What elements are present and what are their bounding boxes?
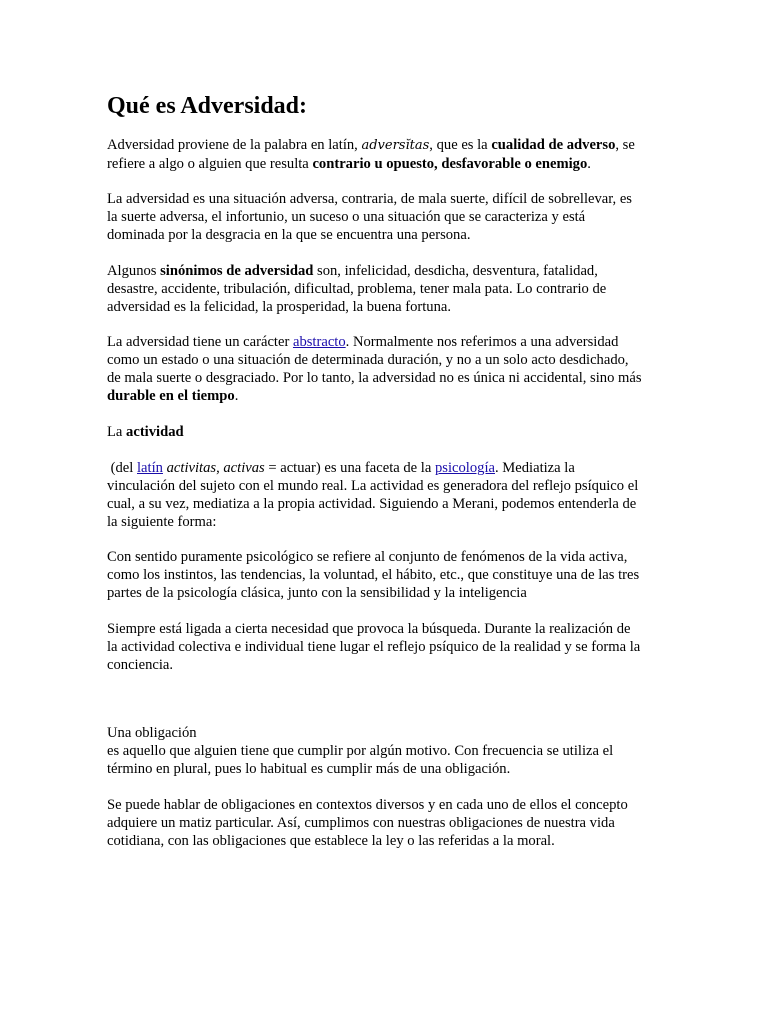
- bold-phrase: actividad: [126, 424, 184, 440]
- text-line: adversidad es la felicidad, la prosperidad, la buena fortuna.: [107, 299, 452, 315]
- text-line: [107, 423, 667, 441]
- page-title: Qué es Adversidad:: [107, 93, 308, 119]
- text-line: de mala suerte o desgraciado. Por lo tanto, la adversidad no es única ni accidental, sino más: [107, 370, 642, 386]
- bold-phrase: durable en el tiempo: [107, 388, 235, 404]
- text-line: término en plural, pues lo habitual es cumplir más de una obligación.: [107, 761, 511, 777]
- text-line: [107, 155, 667, 173]
- text-line: [107, 459, 667, 477]
- text-line: la suerte adversa, el infortunio, un suceso o una situación que se caracteriza y está: [107, 209, 586, 225]
- text-run: son, infelicidad, desdicha, desventura, fatalidad,: [313, 263, 598, 279]
- italic-word: activitas: [166, 460, 217, 476]
- text-run: = actuar) es una faceta de la: [264, 460, 435, 476]
- text-run: . Mediatiza la: [494, 460, 575, 476]
- text-line: cual, a su vez, mediatiza a la propia actividad. Siguiendo a Merani, podemos entenderla de: [107, 496, 637, 512]
- text-line: [107, 333, 667, 351]
- paragraph-definition: [107, 136, 667, 173]
- text-line: conciencia.: [107, 657, 174, 673]
- text-line: dominada por la desgracia en la que se encuentra una persona.: [107, 227, 471, 243]
- text-run: .: [234, 388, 239, 404]
- paragraph-contextos: [107, 796, 667, 850]
- text-line: [107, 262, 667, 280]
- paragraph-abstract: [107, 333, 667, 405]
- text-run: La: [107, 424, 127, 440]
- text-run: ,: [216, 460, 224, 476]
- paragraph-description: [107, 190, 667, 244]
- paragraph-actividad-heading: [107, 423, 667, 441]
- text-run: .: [587, 156, 591, 172]
- paragraph-actividad: [107, 459, 667, 531]
- paragraph-psicologico: [107, 548, 667, 602]
- text-line: vinculación del sujeto con el mundo real. La actividad es generadora del reflejo psíquico el: [107, 478, 639, 494]
- text-run: , que es la: [429, 137, 492, 153]
- text-line: es aquello que alguien tiene que cumplir por algún motivo. Con frecuencia se utiliza el: [107, 743, 614, 759]
- text-line: la siguiente forma:: [107, 514, 217, 530]
- text-line: [107, 387, 667, 405]
- text-run: . Normalmente nos referimos a una adversidad: [345, 334, 619, 350]
- text-line: La adversidad es una situación adversa, contraria, de mala suerte, difícil de sobrellevar, es: [107, 191, 632, 207]
- text-line: Con sentido puramente psicológico se refiere al conjunto de fenómenos de la vida activa,: [107, 549, 628, 565]
- text-line: Siempre está ligada a cierta necesidad que provoca la búsqueda. Durante la realización de: [107, 621, 631, 637]
- link-abstracto[interactable]: abstracto: [292, 334, 346, 350]
- text-run: Adversidad proviene de la palabra en latín,: [107, 137, 362, 153]
- paragraph-synonyms: [107, 262, 667, 316]
- text-line: cotidiana, con las obligaciones que establece la ley o las referidas a la moral.: [107, 833, 555, 849]
- text-line: como un estado o una situación de determinada duración, y no a un solo acto desdichado,: [107, 352, 629, 368]
- text-line: la actividad colectiva e individual tiene lugar el reflejo psíquico de la realidad y se forma la: [107, 639, 641, 655]
- text-run: , se: [615, 137, 635, 153]
- text-line: como los instintos, las tendencias, la voluntad, el hábito, etc., que constituye una de las tres: [107, 567, 640, 583]
- link-psicologia[interactable]: psicología: [434, 460, 495, 476]
- text-run: refiere a algo o alguien que resulta: [107, 156, 313, 172]
- latin-word: adversĭtas: [361, 138, 430, 153]
- text-line: [107, 136, 667, 155]
- text-run: La adversidad tiene un carácter: [107, 334, 293, 350]
- text-line: Se puede hablar de obligaciones en contextos diversos y en cada uno de ellos el concepto: [107, 797, 628, 813]
- bold-phrase: contrario u opuesto, desfavorable o enemigo: [312, 156, 588, 172]
- text-line: adquiere un matiz particular. Así, cumplimos con nuestras obligaciones de nuestra vida: [107, 815, 615, 831]
- paragraph-obligacion: [107, 724, 667, 778]
- italic-word: activas: [223, 460, 265, 476]
- text-line: Una obligación: [107, 725, 197, 741]
- bold-phrase: sinónimos de adversidad: [160, 263, 314, 279]
- text-line: partes de la psicología clásica, junto con la sensibilidad y la inteligencia: [107, 585, 527, 601]
- text-run: Algunos: [107, 263, 161, 279]
- text-line: desastre, accidente, tribulación, dificultad, problema, tener mala pata. Lo contrario de: [107, 281, 607, 297]
- text-run: (del: [107, 460, 137, 476]
- bold-phrase: cualidad de adverso: [491, 137, 616, 153]
- link-latin[interactable]: latín: [137, 460, 163, 476]
- paragraph-necesidad: [107, 620, 667, 674]
